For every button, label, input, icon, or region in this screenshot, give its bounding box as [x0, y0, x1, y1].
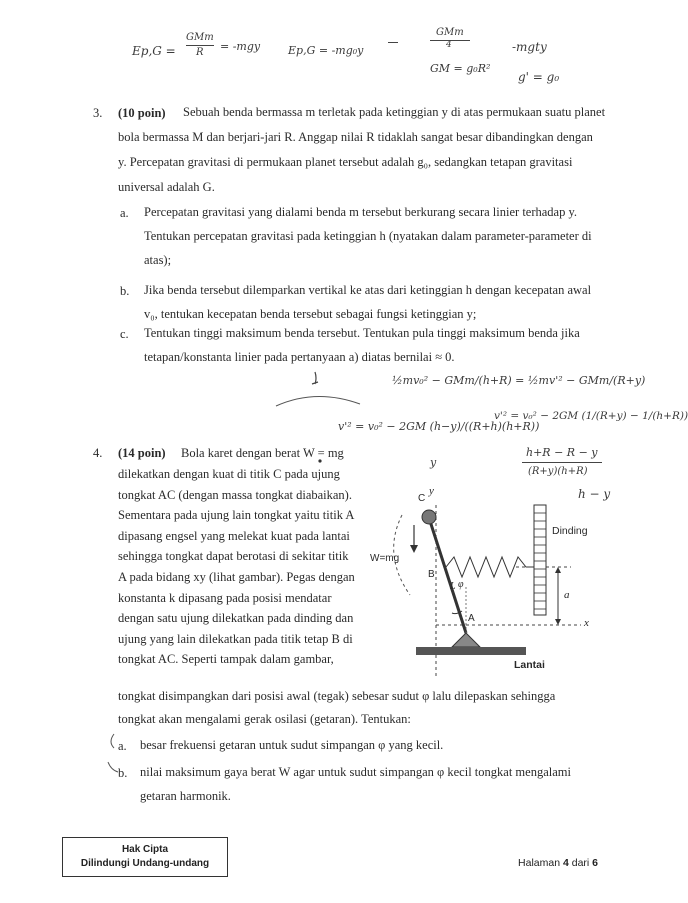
hw-brace-marks: [104, 732, 120, 782]
label-a-dimension: a: [564, 589, 570, 601]
label-y: y: [429, 485, 434, 497]
problem-3a-line-3: atas);: [144, 253, 172, 267]
problem-3c-line-1: Tentukan tinggi maksimum benda tersebut. Tentukan pula tinggi maksimum benda jika: [144, 326, 580, 340]
rod-ac: [430, 521, 466, 633]
hw-eq5: (R+y)(h+R): [528, 466, 588, 477]
copyright-box: [62, 837, 228, 877]
hw-frac-num: GMm: [186, 32, 214, 43]
label-floor: Lantai: [514, 659, 545, 671]
problem-3-points: (10 poin): [118, 106, 166, 120]
floor: [416, 647, 526, 655]
problem-3-line-1: Sebuah benda bermassa m terletak pada ketinggian y di atas permukaan suatu planet: [183, 105, 606, 119]
problem-4-line-2: dilekatkan dengan kuat di titik C pada ujung: [118, 467, 340, 481]
problem-3-line-2: bola bermassa M dan berjari-jari R. Anggap nilai R tidaklah sangat besar dibandingkan dengan: [118, 130, 593, 144]
hw-mark-symbol: [312, 372, 318, 384]
problem-3b-line-1: Jika benda tersebut dilemparkan vertikal ke atas dari ketinggian h dengan kecepatan awal: [144, 283, 592, 297]
problem-4-line-7: A pada bidang xy (lihat gambar). Pegas dengan: [118, 569, 355, 584]
copyright-line-1: Hak Cipta: [121, 844, 169, 855]
wall: [534, 505, 546, 615]
label-b: B: [428, 569, 435, 580]
problem-3-number: 3.: [93, 106, 103, 120]
problem-4-line-11: tongkat AC. Seperti tampak dalam gambar,: [118, 652, 334, 667]
problem-4-line-1: Bola karet dengan berat W = mg: [181, 446, 344, 460]
label-c: C: [418, 493, 426, 504]
problem-4-number: 4.: [93, 446, 103, 460]
problem-3c-label: c.: [120, 327, 129, 341]
label-w: W=mg: [370, 553, 400, 564]
dimension-a-arrow-bottom: [555, 619, 561, 625]
hw-eq3: v'² = v₀² − 2GM (1/(R+y) − 1/(h+R)): [494, 410, 688, 422]
hw-mgty: -mgty: [512, 40, 547, 54]
hw-eq2: v'² = v₀² − 2GM (h−y)/((R+h)(h+R)): [338, 420, 540, 433]
label-phi: φ: [458, 579, 464, 590]
hw-mgy: = -mgy: [220, 40, 261, 53]
problem-4b-line-1: nilai maksimum gaya berat W agar untuk sudut simpangan φ kecil tongkat mengalami: [140, 765, 571, 779]
dimension-a-arrow-top: [555, 567, 561, 573]
hw-eq6: h − y: [578, 487, 611, 501]
hw-eq1: ½mv₀² − GMm/(h+R) = ½mv'² − GMm/(R+y): [392, 374, 646, 387]
hw-eq4: h+R − R − y: [526, 446, 598, 459]
page-total: 6: [592, 857, 598, 869]
hw-ep-label: Ep,G =: [132, 44, 176, 58]
page-current: 4: [562, 857, 569, 869]
problem-4-line-5: dipasang engsel yang melekat kuat pada lantai: [118, 528, 350, 543]
hw-frac2-den: 4: [446, 40, 452, 50]
page-mid: dari: [568, 857, 593, 869]
page-number: [518, 857, 598, 869]
problem-3a-line-1: Percepatan gravitasi yang dialami benda m tersebut berkurang secara linier terhadap y.: [144, 205, 578, 219]
label-x: x: [584, 617, 589, 629]
hw-eq7: y: [430, 456, 437, 469]
problem-4-line-8: konstanta k dipasang pada posisi mendatar: [118, 590, 332, 605]
problem-4-line-9: dengan satu ujung dilekatkan pada dinding dan: [118, 611, 354, 626]
hw-frac-den: R: [196, 47, 204, 58]
hw-arc: [276, 396, 360, 406]
hw-eq4-line: [522, 462, 602, 463]
ball-c: [422, 510, 436, 524]
problem-4-full-line-1: tongkat disimpangkan dari posisi awal (tegak) sebesar sudut φ lalu dilepaskan sehingga: [118, 689, 556, 703]
problem-4-line-10: ujung yang lain dilekatkan pada titik tetap B di: [118, 631, 353, 646]
problem-3c-line-2: tetapan/konstanta linier pada pertanyaan a) diatas bernilai ≈ 0.: [144, 350, 455, 364]
label-a: A: [468, 613, 475, 624]
problem-3a-line-2: Tentukan percepatan gravitasi pada ketinggian h (nyatakan dalam parameter-parameter di: [144, 229, 592, 243]
problem-4b-line-2: getaran harmonik.: [140, 789, 231, 803]
problem-3b-line-2: v₀, tentukan kecepatan benda tersebut sebagai fungsi ketinggian y;: [144, 307, 477, 321]
problem-4-wrapped-text: [118, 464, 408, 670]
problem-3b-label: b.: [120, 284, 130, 298]
figure-drawing: [366, 485, 616, 680]
hw-gmm2: GMm: [436, 27, 464, 38]
copyright-line-2: Dilindungi Undang-undang: [80, 858, 210, 869]
problem-4-line-4: Sementara pada ujung lain tongkat yaitu titik A: [118, 508, 355, 523]
label-l: L: [450, 581, 456, 592]
hw-gm: GM = g₀R²: [430, 62, 491, 75]
problem-4-line-6: sehingga tongkat dapat berotasi di sekitar titik: [118, 549, 349, 564]
problem-4a-label: a.: [118, 739, 127, 753]
problem-4-full-line-2: tongkat akan mengalami gerak osilasi (getaran). Tentukan:: [118, 712, 411, 726]
problem-4-points: (14 poin): [118, 446, 166, 460]
problem-4-line-3: tongkat AC (dengan massa tongkat diabaikan).: [118, 487, 352, 502]
rod-spring-figure: [366, 485, 616, 680]
weight-arrow-head: [410, 545, 418, 553]
problem-3-line-4: universal adalah G.: [118, 180, 215, 194]
hinge-a: [452, 633, 480, 647]
label-wall: Dinding: [552, 525, 588, 537]
problem-4b-label: b.: [118, 766, 128, 780]
hw-ep2: Ep,G = -mg₀y: [288, 44, 364, 57]
problem-3a-label: a.: [120, 206, 129, 220]
problem-3-line-3: y. Percepatan gravitasi di permukaan planet tersebut adalah g₀, sedangkan tetapan gravitasi: [118, 155, 573, 169]
page-prefix: Halaman: [518, 857, 563, 869]
problem-4a-line-1: besar frekuensi getaran untuk sudut simpangan φ yang kecil.: [140, 738, 444, 752]
hw-gprime: g' = g₀: [518, 70, 560, 84]
